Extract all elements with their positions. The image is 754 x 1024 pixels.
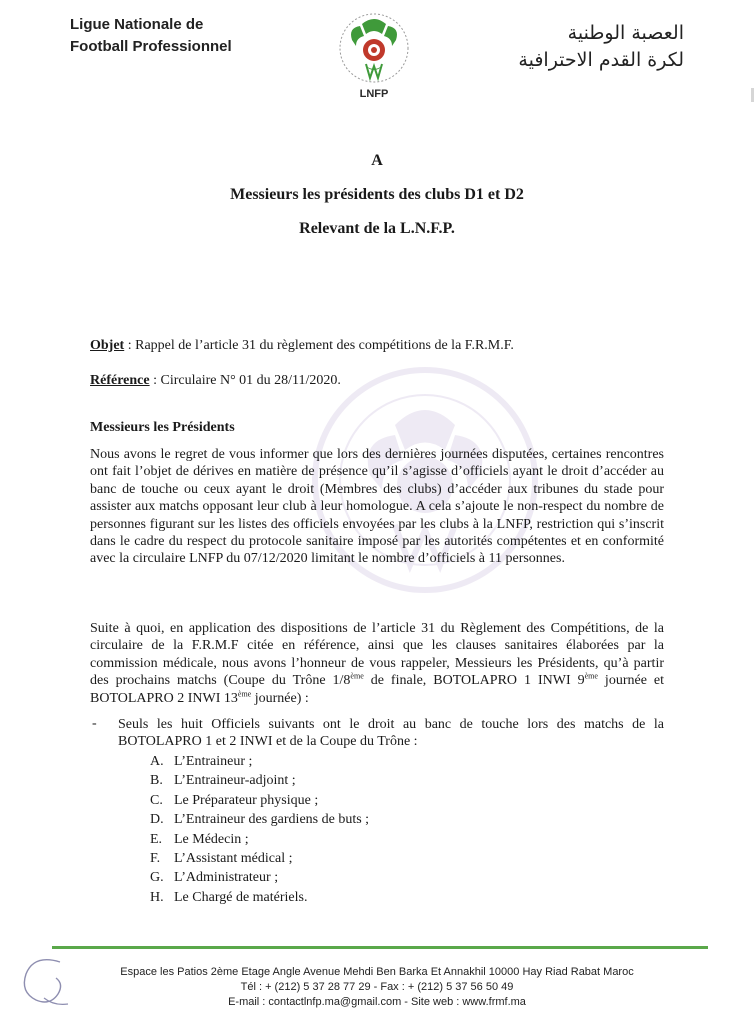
bullet-text: Seuls les huit Officiels suivants ont le droit au banc de touche lors des matchs de la BOTOLAPRO 1 et 2 INWI et de la Coupe du Trône : bbox=[118, 717, 664, 750]
org-name-arabic-line2: لكرة القدم الاحترافية bbox=[518, 49, 684, 71]
list-item-label: Le Chargé de matériels. bbox=[174, 889, 308, 905]
list-item-letter: F. bbox=[150, 851, 161, 867]
list-item-label: L’Entraineur ; bbox=[174, 754, 253, 769]
paragraph-2-part3: journée et BOTOLAPRO 2 INWI 13 bbox=[90, 673, 664, 706]
org-name-arabic-line1: العصبة الوطنية bbox=[567, 22, 684, 44]
subject-line bbox=[90, 338, 514, 354]
list-item-letter: G. bbox=[150, 870, 164, 886]
logo-label: LNFP bbox=[359, 88, 389, 100]
addressee-line2: Relevant de la L.N.F.P. bbox=[299, 220, 455, 237]
list-item-letter: D. bbox=[150, 812, 164, 828]
list-item-label: L’Entraineur-adjoint ; bbox=[174, 773, 296, 789]
list-item-label: L’Administrateur ; bbox=[174, 870, 279, 886]
reference-text: : Circulaire N° 01 du 28/11/2020. bbox=[149, 373, 341, 388]
body-paragraph-2 bbox=[90, 620, 664, 707]
footer-phone: Tél : + (212) 5 37 28 77 29 - Fax : + (212) 5 37 56 50 49 bbox=[240, 981, 514, 993]
reference-line bbox=[90, 373, 341, 389]
reference-label: Référence bbox=[90, 373, 150, 388]
org-name-arabic bbox=[484, 20, 684, 74]
list-item-label: L’Entraineur des gardiens de buts ; bbox=[174, 812, 370, 828]
footer-address: Espace les Patios 2ème Etage Angle Avenue Mehdi Ben Barka Et Annakhil 10000 Hay Riad Rabat Maroc bbox=[120, 966, 634, 978]
lnfp-emblem-icon bbox=[322, 6, 426, 90]
officials-list bbox=[150, 752, 369, 907]
subject-label: Objet bbox=[90, 338, 125, 353]
list-item bbox=[150, 888, 369, 907]
list-item bbox=[150, 791, 369, 810]
list-item bbox=[150, 771, 369, 790]
body-paragraph-1: Nous avons le regret de vous informer que lors des dernières journées disputées, certaines rencontres ont fait l’objet de dérives en matière de présence qu’il s’agisse d’officiels ayant le droit d’accéder au banc de touche ou ceux ayant le droit (Membres des clubs) d’accéder aux tribunes du stade pour assister aux matchs opposant leur club à leur homologue. A cela s’ajoute le non-respect du nombre de personnes figurant sur les listes des officiels envoyées par les clubs à la LNFP, restriction qui s’inscrit dans le cadre du respect du protocole sanitaire imposé par les autorités compétentes et en conformité avec la circulaire LNFP du 07/12/2020 limitant le nombre d’officiels à 11 personnes. bbox=[90, 447, 664, 567]
list-item bbox=[150, 868, 369, 887]
list-item-letter: C. bbox=[150, 792, 163, 808]
list-item-label: L’Assistant médical ; bbox=[174, 851, 293, 867]
paragraph-2-part1: Suite à quoi, en application des dispositions de l’article 31 du Règlement des Compétitions, de la circulaire de la F.R.M.F citée en référence, ainsi que les clauses sanitaires élaborées par la commission médicale, nous avons l’honneur de vous rappeler, Messieurs les Présidents, qu’à partir des prochains matchs (Coupe du Trône 1/8 bbox=[90, 621, 664, 689]
list-item bbox=[150, 830, 369, 849]
list-item bbox=[150, 810, 369, 829]
list-item-letter: A. bbox=[150, 754, 164, 769]
addressee-prefix: A bbox=[371, 152, 383, 169]
list-item bbox=[150, 752, 369, 771]
footer-email: E-mail : contactlnfp.ma@gmail.com - Site web : www.frmf.ma bbox=[228, 996, 526, 1008]
superscript-2: ème bbox=[584, 671, 598, 681]
bullet-dash: - bbox=[92, 716, 97, 731]
list-item-letter: B. bbox=[150, 773, 163, 789]
superscript-1: ème bbox=[350, 671, 364, 681]
list-item-letter: E. bbox=[150, 831, 163, 847]
list-item bbox=[150, 849, 369, 868]
org-name-french-line1: Ligue Nationale de bbox=[70, 16, 204, 33]
addressee-line1: Messieurs les présidents des clubs D1 et D2 bbox=[230, 186, 524, 203]
paragraph-2-part2: de finale, BOTOLAPRO 1 INWI 9 bbox=[363, 673, 585, 689]
list-item-label: Le Préparateur physique ; bbox=[174, 792, 319, 808]
list-item-label: Le Médecin ; bbox=[174, 831, 249, 847]
lnfp-logo bbox=[322, 6, 426, 106]
footer-rule bbox=[52, 946, 708, 949]
org-name-french bbox=[70, 14, 232, 58]
org-name-french-line2: Football Professionnel bbox=[70, 38, 232, 55]
superscript-3: ème bbox=[237, 688, 252, 698]
subject-text: : Rappel de l’article 31 du règlement des compétitions de la F.R.M.F. bbox=[124, 338, 514, 353]
paragraph-2-part4: journée) : bbox=[251, 690, 309, 706]
salutation: Messieurs les Présidents bbox=[90, 420, 235, 435]
list-item-letter: H. bbox=[150, 889, 164, 905]
